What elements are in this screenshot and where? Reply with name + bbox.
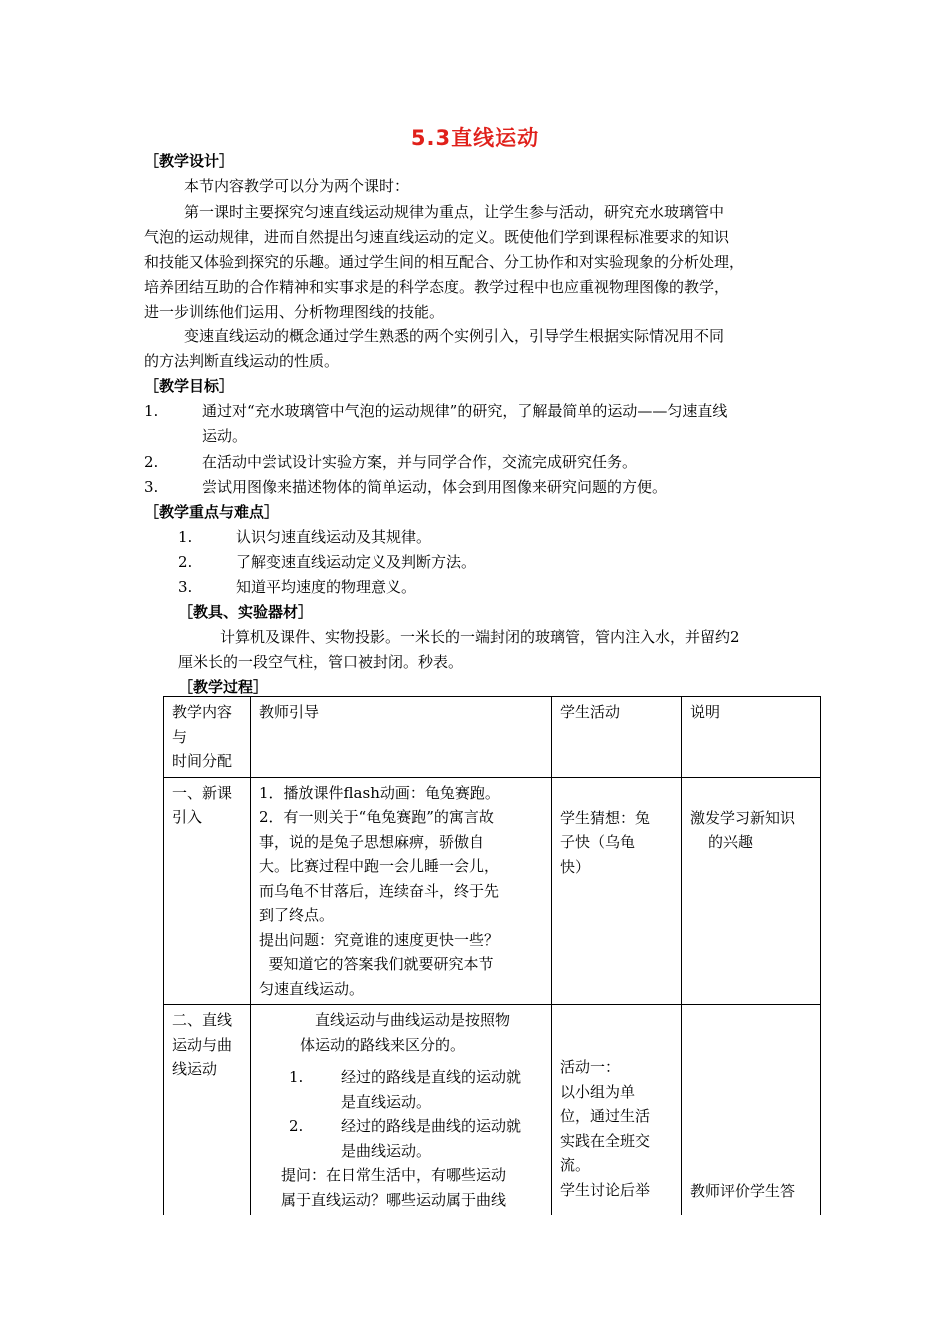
materials-line: 厘米长的一段空气柱，管口被封闭。秒表。: [178, 653, 464, 671]
table-header-row: [164, 697, 821, 778]
list-item: 2. 经过的路线是曲线的运动就 是曲线运动。: [289, 1117, 522, 1160]
design-paragraph-1: 本节内容教学可以分为两个课时：: [184, 177, 410, 195]
goal-number: 2.: [144, 453, 159, 471]
design-paragraph-2-line: 培养团结互助的合作精神和实事求是的科学态度。教学过程中也应重视物理图像的教学，: [144, 278, 730, 296]
keypoint-number: 3.: [178, 578, 193, 596]
table-row: [164, 1005, 821, 1216]
design-paragraph-2-line: 第一课时主要探究匀速直线运动规律为重点，让学生参与活动，研究充水玻璃管中: [184, 203, 725, 221]
design-paragraph-3-line: 的方法判断直线运动的性质。: [144, 352, 340, 370]
note-cell: 激发学习新知识 的兴趣: [682, 777, 821, 1005]
goal-text: 尝试用图像来描述物体的简单运动，体会到用图像来研究问题的方便。: [202, 478, 668, 496]
stage-cell: 一、新课 引入: [164, 777, 251, 1005]
header-content-time: 教学内容 与 时间分配: [164, 697, 251, 778]
teacher-guidance-cell: 1．播放课件flash动画：龟兔赛跑。 2．有一则关于“龟兔赛跑”的寓言故 事，说的是兔子思想麻痹，骄傲自 大。比赛过程中跑一会儿睡一会儿， 而乌龟不甘落后，连续奋斗，终于先 到了终点。 提出问题：究竟谁的速度更快一些？ 要知道它的答案我们就要研究本节 匀速直线运动。: [251, 777, 552, 1005]
design-paragraph-2-line: 进一步训练他们运用、分析物理图线的技能。: [144, 303, 445, 321]
goal-text: 运动。: [202, 427, 248, 445]
student-activity-cell: 活动一： 以小组为单 位，通过生活 实践在全班交 流。 学生讨论后举: [552, 1005, 682, 1216]
section-heading-process: ［教学过程］: [178, 678, 269, 696]
teacher-guidance-cell: 直线运动与曲线运动是按照物 体运动的路线来区分的。 1. 经过的路线是直线的运动就 是直线运动。 2. 经过的路线是曲线的运动就 是曲线运动。 提问：在日常生活中，有哪些运动 属于直线运动？哪些运动属于曲线: [251, 1005, 552, 1216]
header-student: 学生活动: [552, 697, 682, 778]
list-item: 1. 经过的路线是直线的运动就 是直线运动。: [289, 1068, 522, 1111]
goal-text: 在活动中尝试设计实验方案，并与同学合作，交流完成研究任务。: [202, 453, 638, 471]
header-teacher: 教师引导: [251, 697, 552, 778]
design-paragraph-3-line: 变速直线运动的概念通过学生熟悉的两个实例引入，引导学生根据实际情况用不同: [184, 327, 725, 345]
section-heading-keypoints: ［教学重点与难点］: [144, 503, 280, 521]
design-paragraph-2-line: 和技能又体验到探究的乐趣。通过学生间的相互配合、分工协作和对实验现象的分析处理，: [144, 253, 745, 271]
keypoint-text: 知道平均速度的物理意义。: [236, 578, 417, 596]
keypoint-text: 了解变速直线运动定义及判断方法。: [236, 553, 477, 571]
process-table: [163, 696, 821, 1215]
stage-cell: 二、直线 运动与曲 线运动: [164, 1005, 251, 1216]
table-row: [164, 777, 821, 1005]
student-activity-cell: 学生猜想：兔 子快（乌龟 快）: [552, 777, 682, 1005]
section-heading-goals: ［教学目标］: [144, 377, 235, 395]
goal-text: 通过对“充水玻璃管中气泡的运动规律”的研究，了解最简单的运动——匀速直线: [202, 402, 728, 420]
keypoint-number: 2.: [178, 553, 193, 571]
page-title: 5.3直线运动: [410, 126, 540, 150]
keypoint-number: 1.: [178, 528, 193, 546]
design-paragraph-2-line: 气泡的运动规律，进而自然提出匀速直线运动的定义。既使他们学到课程标准要求的知识: [144, 228, 730, 246]
goal-number: 1.: [144, 402, 159, 420]
section-heading-design: ［教学设计］: [144, 152, 235, 170]
materials-line: 计算机及课件、实物投影。一米长的一端封闭的玻璃管，管内注入水，并留约2: [220, 628, 740, 646]
section-heading-materials: ［教具、实验器材］: [178, 603, 314, 621]
goal-number: 3.: [144, 478, 159, 496]
keypoint-text: 认识匀速直线运动及其规律。: [236, 528, 432, 546]
header-note: 说明: [682, 697, 821, 778]
note-cell: 教师评价学生答: [682, 1005, 821, 1216]
